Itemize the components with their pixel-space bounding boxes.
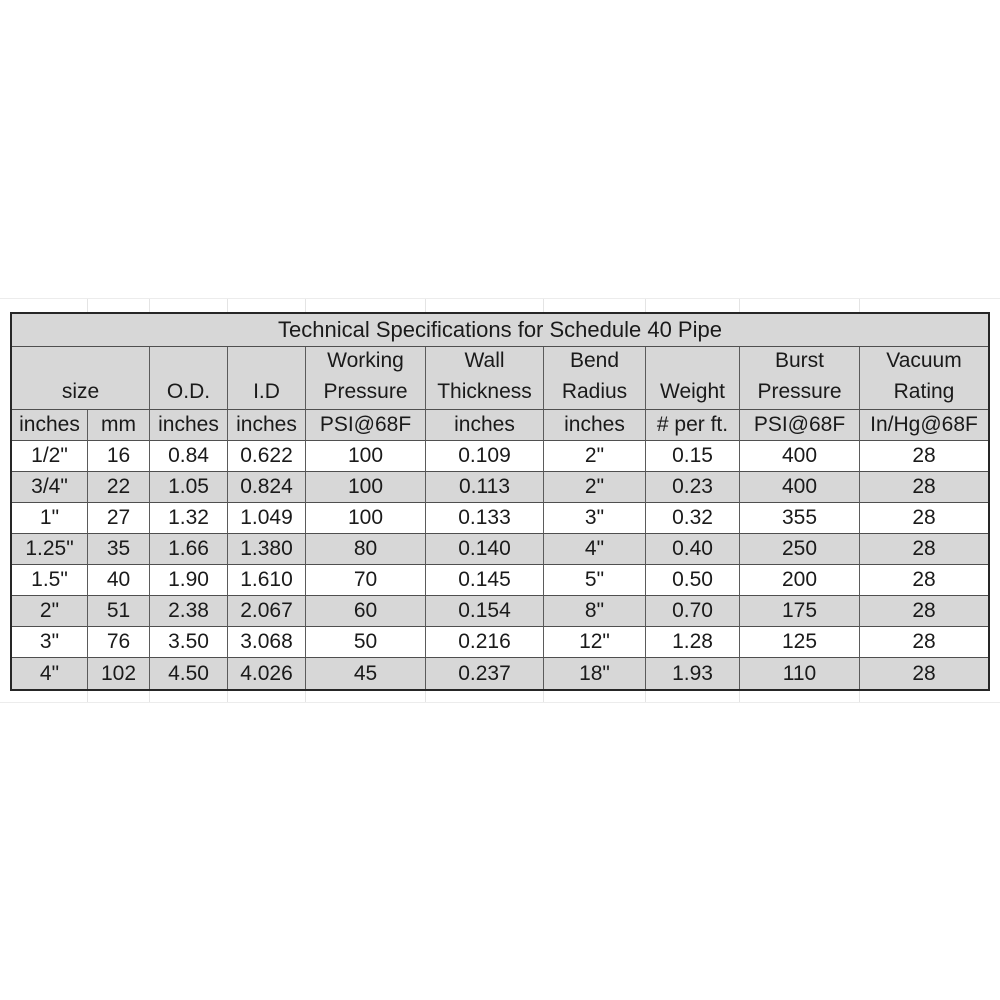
table-cell: 28 [860,441,988,472]
table-cell: 400 [740,472,860,503]
table-cell: 100 [306,472,426,503]
gridline-tick [859,299,860,312]
unit-cell: PSI@68F [740,410,860,441]
column-header-bend-radius: Bend Radius [544,347,646,410]
table-cell: 355 [740,503,860,534]
table-cell: 0.113 [426,472,544,503]
column-header-vacuum-rating: Vacuum Rating [860,347,988,410]
table-cell: 45 [306,658,426,689]
gridline-tick [645,299,646,312]
table-cell: 3/4" [12,472,88,503]
gridline-tick [645,691,646,702]
table-cell: 0.109 [426,441,544,472]
table-cell: 4" [12,658,88,689]
unit-cell: In/Hg@68F [860,410,988,441]
table-cell: 22 [88,472,150,503]
unit-cell: inches [150,410,228,441]
pipe-spec-table [10,312,990,691]
table-cell: 0.145 [426,565,544,596]
table-cell: 1" [12,503,88,534]
table-cell: 2" [544,441,646,472]
table-cell: 50 [306,627,426,658]
table-cell: 0.622 [228,441,306,472]
table-cell: 0.237 [426,658,544,689]
table-cell: 0.824 [228,472,306,503]
table-cell: 0.32 [646,503,740,534]
gridline-tick [149,299,150,312]
table-cell: 110 [740,658,860,689]
table-cell: 3.068 [228,627,306,658]
table-cell: 4.026 [228,658,306,689]
table-cell: 28 [860,472,988,503]
column-header-size: size [12,347,150,410]
table-cell: 28 [860,658,988,689]
table-cell: 4.50 [150,658,228,689]
table-cell: 3.50 [150,627,228,658]
table-cell: 100 [306,503,426,534]
table-cell: 4" [544,534,646,565]
table-cell: 0.50 [646,565,740,596]
column-header-weight: Weight [646,347,740,410]
table-cell: 28 [860,627,988,658]
gridline-tick [859,691,860,702]
column-header-wall-thickness: Wall Thickness [426,347,544,410]
table-cell: 0.15 [646,441,740,472]
unit-cell: inches [426,410,544,441]
table-cell: 2" [544,472,646,503]
table-cell: 1.66 [150,534,228,565]
table-cell: 0.216 [426,627,544,658]
column-header-working-pressure: Working Pressure [306,347,426,410]
gridline-tick [227,691,228,702]
table-cell: 0.154 [426,596,544,627]
table-cell: 0.140 [426,534,544,565]
table-cell: 27 [88,503,150,534]
table-cell: 2.067 [228,596,306,627]
table-cell: 400 [740,441,860,472]
table-cell: 1.380 [228,534,306,565]
gridline-tick [739,691,740,702]
table-cell: 0.84 [150,441,228,472]
table-cell: 1.90 [150,565,228,596]
sheet-gridline-bottom [0,702,1000,703]
table-cell: 40 [88,565,150,596]
table-cell: 1.32 [150,503,228,534]
table-cell: 1.5" [12,565,88,596]
gridline-tick [543,299,544,312]
gridline-tick [227,299,228,312]
table-cell: 60 [306,596,426,627]
gridline-tick [87,691,88,702]
table-cell: 125 [740,627,860,658]
table-cell: 18" [544,658,646,689]
table-cell: 2" [12,596,88,627]
table-cell: 1.25" [12,534,88,565]
table-cell: 0.70 [646,596,740,627]
table-cell: 28 [860,565,988,596]
table-cell: 28 [860,534,988,565]
table-cell: 51 [88,596,150,627]
unit-cell: inches [544,410,646,441]
table-cell: 1.28 [646,627,740,658]
table-cell: 100 [306,441,426,472]
unit-cell: # per ft. [646,410,740,441]
table-cell: 80 [306,534,426,565]
gridline-tick [149,691,150,702]
table-cell: 0.40 [646,534,740,565]
table-cell: 1.049 [228,503,306,534]
table-cell: 12" [544,627,646,658]
unit-cell: inches [228,410,306,441]
table-cell: 16 [88,441,150,472]
table-title: Technical Specifications for Schedule 40 Pipe [12,314,988,347]
table-cell: 76 [88,627,150,658]
gridline-tick [543,691,544,702]
table-cell: 28 [860,503,988,534]
gridline-tick [425,299,426,312]
gridline-tick [425,691,426,702]
gridline-tick [305,691,306,702]
table-cell: 0.23 [646,472,740,503]
column-header-id: I.D [228,347,306,410]
table-cell: 1.93 [646,658,740,689]
table-cell: 8" [544,596,646,627]
gridline-tick [739,299,740,312]
table-cell: 1.05 [150,472,228,503]
table-cell: 102 [88,658,150,689]
column-header-burst-pressure: Burst Pressure [740,347,860,410]
table-cell: 0.133 [426,503,544,534]
table-cell: 70 [306,565,426,596]
gridline-tick [305,299,306,312]
unit-cell: inches [12,410,88,441]
table-cell: 3" [12,627,88,658]
unit-cell: mm [88,410,150,441]
column-header-od: O.D. [150,347,228,410]
sheet-gridline-top [0,298,1000,299]
table-cell: 3" [544,503,646,534]
table-cell: 2.38 [150,596,228,627]
gridline-tick [87,299,88,312]
table-cell: 1/2" [12,441,88,472]
table-cell: 28 [860,596,988,627]
table-cell: 200 [740,565,860,596]
table-cell: 250 [740,534,860,565]
table-cell: 175 [740,596,860,627]
table-cell: 1.610 [228,565,306,596]
unit-cell: PSI@68F [306,410,426,441]
table-cell: 35 [88,534,150,565]
table-cell: 5" [544,565,646,596]
